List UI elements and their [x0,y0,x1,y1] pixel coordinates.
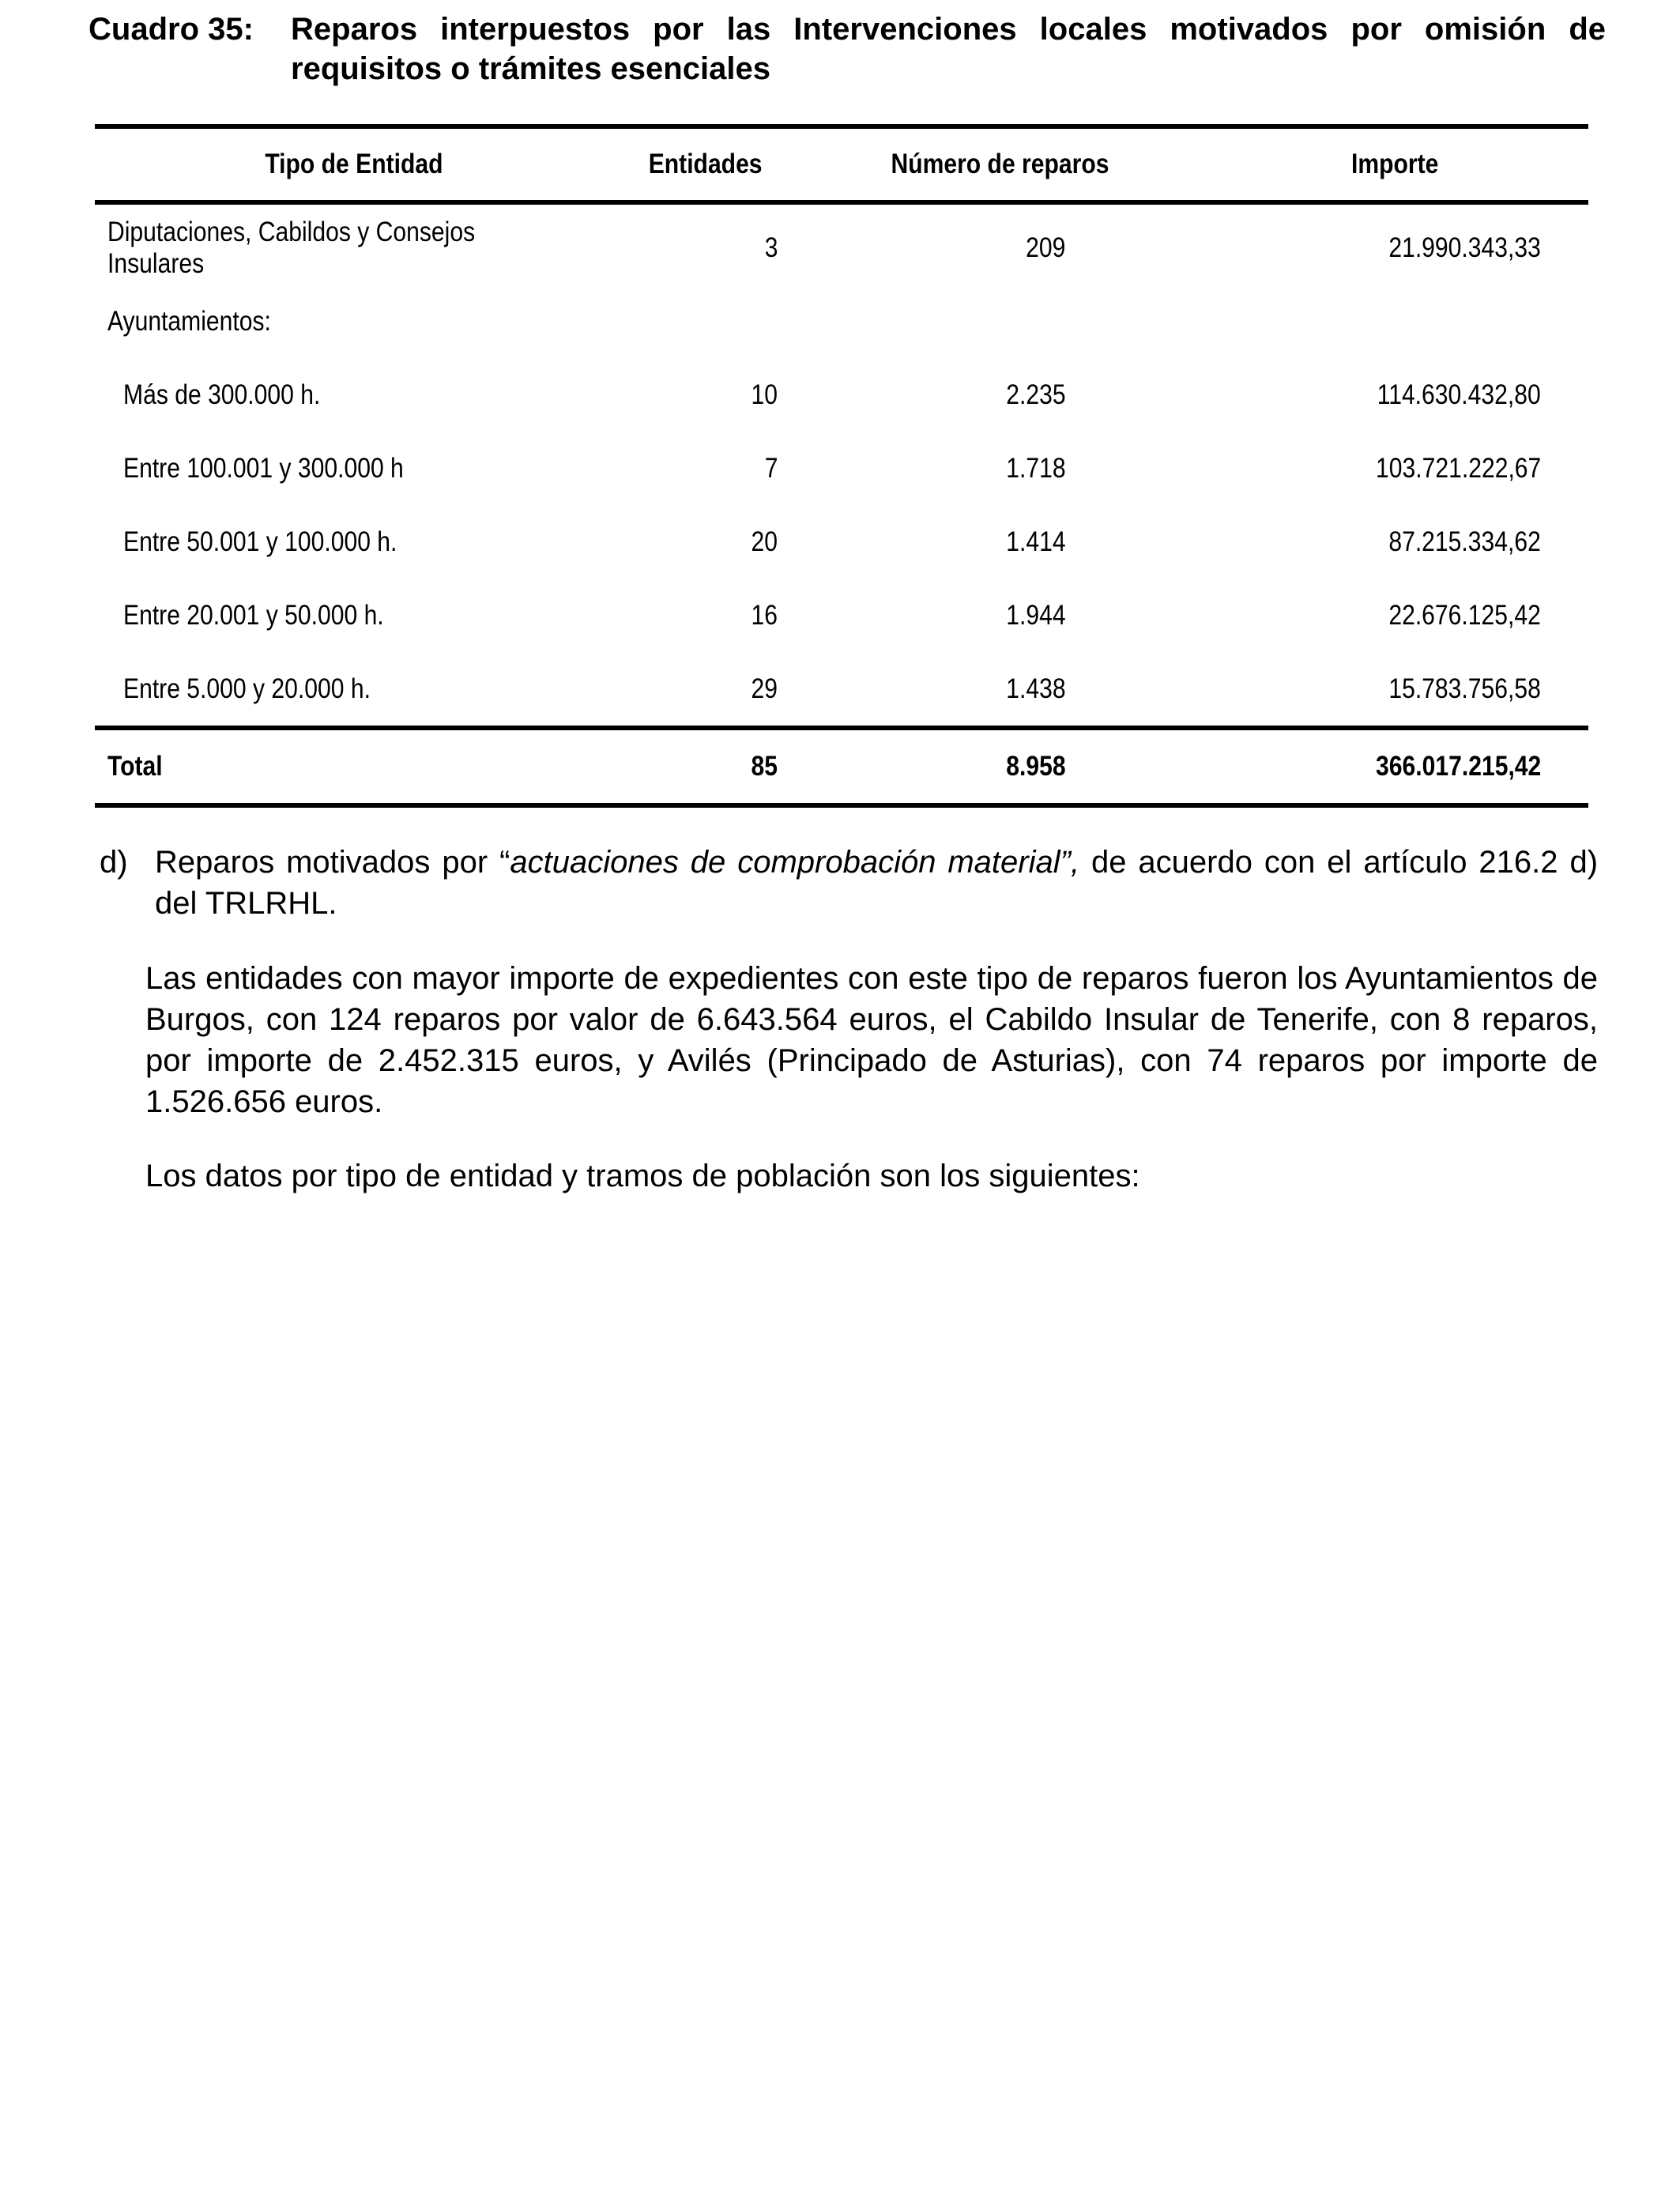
list-item-text [155,842,1598,924]
cell-reparos: 209 [1026,232,1066,263]
table-row [95,358,1588,432]
list-item-d [100,842,1598,924]
cell-reparos: 2.235 [1006,379,1066,410]
cell-tipo: Diputaciones, Cabildos y Consejos Insulares [107,216,476,279]
item-text-after: de acuerdo con el artículo 216.2 d) del TRLRHL. [155,845,1599,921]
total-reparos: 8.958 [1006,751,1066,782]
cell-entidades: 16 [751,599,778,631]
cell-importe: 21.990.343,33 [1388,232,1541,263]
item-text-before: Reparos motivados por “ [155,845,510,880]
table-caption [89,9,1606,89]
reparos-table [95,124,1588,808]
list-marker: d) [100,845,128,880]
table-row [95,432,1588,505]
cell-tipo: Entre 20.001 y 50.000 h. [123,599,384,631]
cell-importe: 114.630.432,80 [1377,379,1541,410]
cell-importe: 22.676.125,42 [1388,599,1541,631]
cell-importe: 103.721.222,67 [1375,452,1541,484]
header-tipo-entidad: Tipo de Entidad [265,149,443,179]
table-header-row [95,126,1588,202]
table-row [95,202,1588,285]
table-row [95,652,1588,728]
cell-reparos: 1.414 [1006,526,1066,557]
total-label: Total [107,751,163,782]
cell-importe [1202,285,1588,358]
cell-reparos: 1.438 [1006,673,1066,704]
caption-title: Reparos interpuestos por las Intervenciones locales motivados por omisión de requisitos o trámites esenciales [291,12,1606,86]
table-row [95,285,1588,358]
cell-tipo: Entre 50.001 y 100.000 h. [123,526,397,557]
cell-tipo: Ayuntamientos: [107,305,271,337]
cell-tipo: Entre 5.000 y 20.000 h. [123,673,371,704]
table-row [95,579,1588,652]
cell-reparos [798,285,1201,358]
total-entidades: 85 [751,751,778,782]
cell-entidades: 20 [751,526,778,557]
cell-entidades: 7 [764,452,778,484]
cell-entidades: 10 [751,379,778,410]
caption-label: Cuadro 35: [89,12,254,47]
cell-importe: 15.783.756,58 [1388,673,1541,704]
total-importe: 366.017.215,42 [1375,751,1541,782]
data-table-container [95,124,1588,808]
cell-reparos: 1.718 [1006,452,1066,484]
cell-entidades: 29 [751,673,778,704]
body-paragraph: Los datos por tipo de entidad y tramos de población son los siguientes: [145,1159,1140,1193]
table-total-row [95,728,1588,805]
cell-importe: 87.215.334,62 [1388,526,1541,557]
cell-tipo: Entre 100.001 y 300.000 h [123,452,404,484]
header-importe: Importe [1351,149,1439,179]
cell-entidades: 3 [764,232,778,263]
body-paragraph: Las entidades con mayor importe de expedientes con este tipo de reparos fueron los Ayuntamientos de Burgos, con 124 reparos por valor de 6.643.564 euros, el Cabildo Insular de Tenerife, con 8 reparos, por importe de 2.452.315 euros, y Avilés (Principado de Asturias), con 74 reparos por importe de 1.526.656 euros. [145,961,1598,1119]
cell-tipo: Más de 300.000 h. [123,379,321,410]
item-text-italic: actuaciones de comprobación material”, [510,845,1080,880]
header-numero-reparos: Número de reparos [891,149,1109,179]
table-row [95,505,1588,579]
header-entidades: Entidades [649,149,763,179]
cell-entidades [613,285,798,358]
cell-reparos: 1.944 [1006,599,1066,631]
